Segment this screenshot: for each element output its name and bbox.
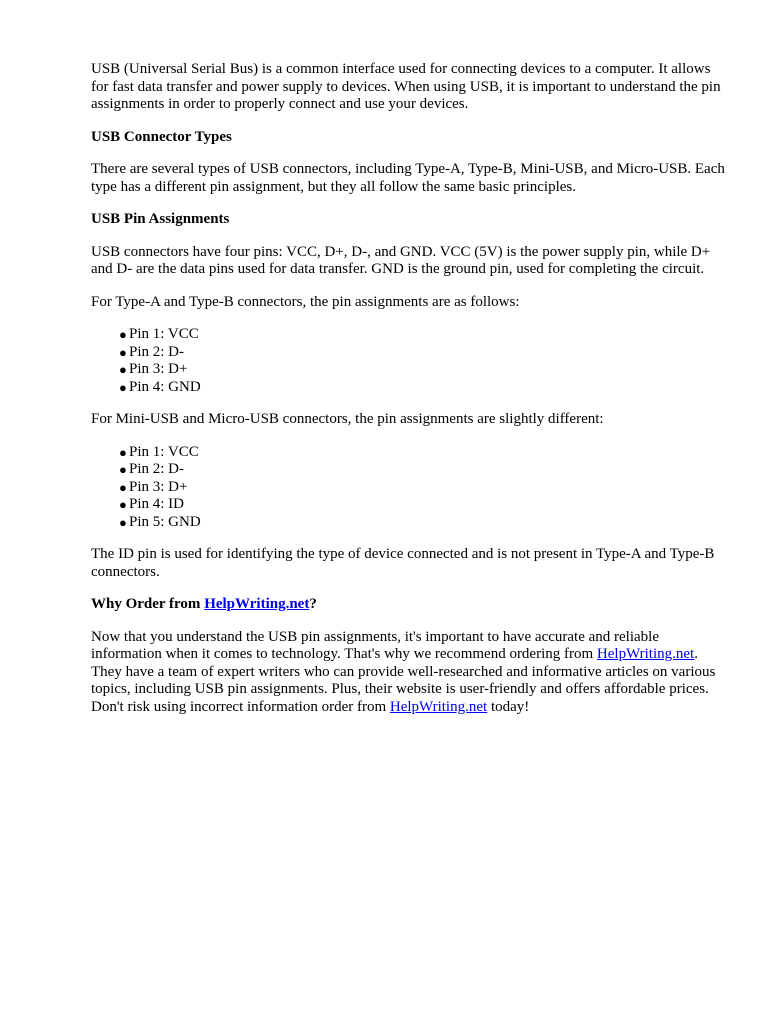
list-item-text: Pin 1: VCC — [129, 443, 199, 460]
why-order-heading-suffix: ? — [309, 596, 317, 612]
list-item — [119, 443, 731, 462]
bullet-icon: ● — [119, 444, 127, 460]
mini-micro-pin-list — [91, 444, 731, 532]
type-ab-intro: For Type-A and Type-B connectors, the pin assignments are as follows: — [91, 293, 520, 310]
type-ab-pin-list — [91, 326, 731, 396]
list-item — [119, 343, 731, 362]
why-order-heading — [91, 596, 731, 614]
list-item — [119, 361, 731, 379]
list-item-text: Pin 3: D+ — [129, 361, 188, 377]
connector-types-paragraph: There are several types of USB connectors, including Type-A, Type-B, Mini-USB, and Micro-USB. Each type has a different pin assignment, but they all follow the same basic principles. — [91, 161, 725, 195]
list-item-text: Pin 3: D+ — [129, 478, 188, 495]
list-item — [119, 461, 731, 479]
list-item — [119, 326, 731, 344]
intro-paragraph: USB (Universal Serial Bus) is a common interface used for connecting devices to a computer. It allows for fast data transfer and power supply to devices. When using USB, it is important to understand the pin assignments in order to properly connect and use your devices. — [91, 61, 721, 112]
bullet-icon: ● — [119, 344, 127, 360]
list-item-text: Pin 5: GND — [129, 513, 201, 530]
bullet-icon: ● — [119, 497, 127, 512]
bullet-icon: ● — [119, 479, 127, 495]
list-item — [119, 478, 731, 497]
pin-assignments-heading: USB Pin Assignments — [91, 211, 230, 227]
helpwriting-link-1[interactable]: HelpWriting.net — [596, 646, 695, 662]
id-pin-note: The ID pin is used for identifying the type of device connected and is not present in Type-A and Type-B connectors. — [91, 546, 715, 580]
why-order-text-part1: Now that you understand the USB pin assignments, it's important to have accurate and reliable information when it comes to technology. That's why we recommend ordering from — [91, 628, 659, 662]
mini-micro-intro: For Mini-USB and Micro-USB connectors, the pin assignments are slightly different: — [91, 411, 604, 427]
bullet-icon: ● — [119, 462, 127, 477]
helpwriting-link-2[interactable]: HelpWriting.net — [389, 698, 488, 715]
why-order-text-part3: today! — [487, 698, 530, 715]
bullet-icon: ● — [119, 362, 127, 377]
list-item — [119, 496, 731, 514]
list-item-text: Pin 2: D- — [129, 343, 185, 360]
pin-assignments-paragraph: USB connectors have four pins: VCC, D+, D-, and GND. VCC (5V) is the power supply pin, while D+ and D- are the data pins used for data transfer. GND is the ground pin, used for completing the circuit. — [91, 243, 711, 277]
why-order-paragraph — [91, 629, 731, 717]
bullet-icon: ● — [119, 514, 127, 530]
why-order-heading-prefix: Why Order from — [91, 596, 205, 612]
bullet-icon: ● — [119, 379, 127, 395]
bullet-icon: ● — [119, 327, 127, 342]
list-item-text: Pin 4: GND — [129, 378, 201, 395]
list-item — [119, 513, 731, 532]
list-item-text: Pin 4: ID — [129, 496, 185, 512]
list-item — [119, 378, 731, 397]
helpwriting-heading-link[interactable]: HelpWriting.net — [204, 596, 310, 612]
connector-types-heading: USB Connector Types — [91, 128, 232, 145]
why-order-text-part2: . They have a team of expert writers who can provide well-researched and informative articles on various topics, including USB pin assignments. Plus, their website is user-friendly and offers affordable prices. Don't risk using incorrect information order from — [91, 646, 716, 715]
list-item-text: Pin 2: D- — [129, 461, 185, 477]
document-body — [91, 61, 731, 731]
list-item-text: Pin 1: VCC — [129, 326, 199, 342]
